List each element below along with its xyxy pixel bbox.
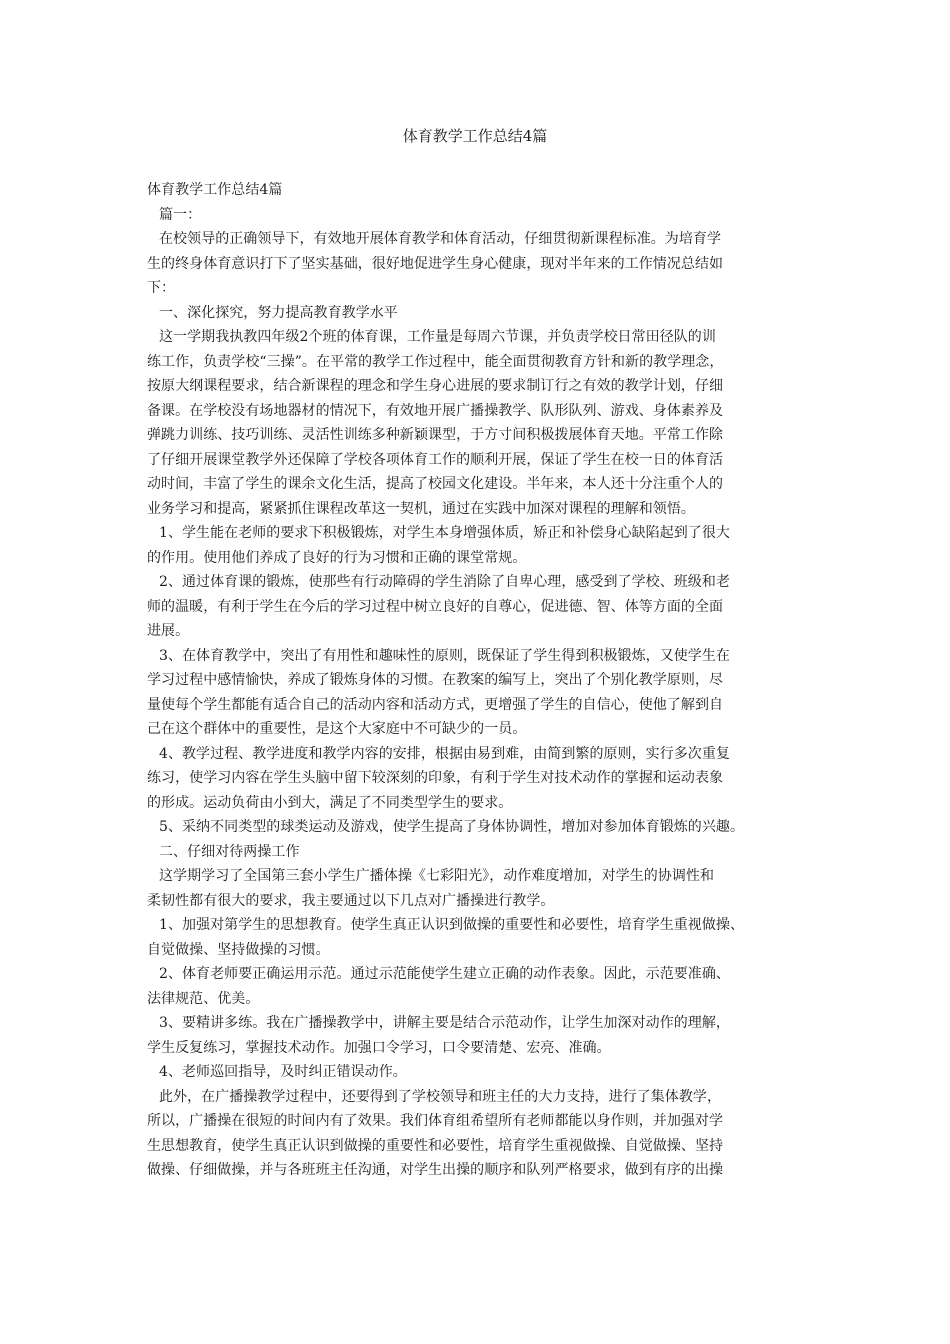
text-line: 练工作，负责学校“三操”。在平常的教学工作过程中，能全面贯彻教育方针和新的教学理念，: [147, 353, 724, 370]
text-line: 生的终身体育意识打下了坚实基础，很好地促进学生身心健康，现对半年来的工作情况总结如: [147, 255, 724, 272]
text-line: 篇一：: [159, 206, 202, 223]
text-line: 3、要精讲多练。我在广播操教学中，讲解主要是结合示范动作，让学生加深对动作的理解，: [159, 1015, 730, 1031]
text-line: 量使每个学生都能有适合自己的活动内容和活动方式，更增强了学生的自信心，使他了解到自: [147, 696, 724, 713]
text-line: 按原大纲课程要求，结合新课程的理念和学生身心进展的要求制订行之有效的教学计划，仔细: [147, 378, 724, 394]
text-line: 3、在体育教学中，突出了有用性和趣味性的原则，既保证了学生得到积极锻炼，又使学生在: [159, 647, 730, 664]
text-line: 这学期学习了全国第三套小学生广播体操《七彩阳光》，动作难度增加，对学生的协调性和: [159, 868, 714, 884]
text-line: 学习过程中感情愉快，养成了锻炼身体的习惯。在教案的编写上，突出了个别化教学原则，尽: [147, 672, 724, 688]
text-line: 体育教学工作总结4篇: [147, 182, 283, 198]
text-line: 做操、仔细做操，并与各班班主任沟通，对学生出操的顺序和队列严格要求，做到有序的出操: [147, 1162, 724, 1178]
text-line: 弹跳力训练、技巧训练、灵活性训练多种新颖课型，于方寸间积极拨展体育天地。平常工作除: [147, 427, 724, 443]
text-line: 业务学习和提高，紧紧抓住课程改革这一契机，通过在实践中加深对课程的理解和领悟。: [147, 500, 695, 517]
text-line: 此外，在广播操教学过程中，还要得到了学校领导和班主任的大力支持，进行了集体教学，: [159, 1088, 721, 1105]
text-line: 5、采纳不同类型的球类运动及游戏，使学生提高了身体协调性，增加对参加体育锻炼的兴趣。: [159, 819, 745, 835]
text-line: 自觉做操、坚持做操的习惯。: [147, 941, 330, 958]
text-line: 动时间，丰富了学生的课余文化生活，提高了校园文化建设。半年来，本人还十分注重个人的: [147, 476, 724, 492]
text-line: 生思想教育，使学生真正认识到做操的重要性和必要性，培育学生重视做操、自觉做操、坚持: [147, 1137, 724, 1154]
text-line: 学生反复练习，掌握技术动作。加强口令学习，口令要清楚、宏亮、准确。: [147, 1039, 611, 1056]
text-line: 法律规范、优美。: [147, 990, 260, 1007]
text-line: 一、深化探究，努力提高教育教学水平: [159, 304, 398, 321]
text-line: 的形成。运动负荷由小到大，满足了不同类型学生的要求。: [147, 794, 513, 811]
text-line: 练习，使学习内容在学生头脑中留下较深刻的印象，有利于学生对技术动作的掌握和运动表象: [147, 770, 724, 786]
text-line: 的作用。使用他们养成了良好的行为习惯和正确的课堂常规。: [147, 549, 527, 566]
text-line: 柔韧性都有很大的要求，我主要通过以下几点对广播操进行教学。: [147, 892, 555, 909]
text-line: 了仔细开展课堂教学外还保障了学校各项体育工作的顺利开展，保证了学生在校一日的体育活: [147, 451, 724, 468]
text-line: 4、教学过程、教学进度和教学内容的安排，根据由易到难，由简到繁的原则，实行多次重复: [159, 745, 730, 762]
text-line: 师的温暖，有利于学生在今后的学习过程中树立良好的自尊心，促进德、智、体等方面的全面: [147, 598, 724, 615]
text-line: 备课。在学校没有场地器材的情况下，有效地开展广播操教学、队形队列、游戏、身体素养及: [147, 402, 724, 419]
text-line: 所以，广播操在很短的时间内有了效果。我们体育组希望所有老师都能以身作则，并加强对学: [147, 1113, 724, 1129]
text-line: 这一学期我执教四年级2个班的体育课，工作量是每周六节课，并负责学校日常田径队的训: [159, 329, 716, 345]
text-line: 二、仔细对待两操工作: [159, 843, 300, 860]
text-line: 4、老师巡回指导，及时纠正错误动作。: [159, 1064, 407, 1080]
text-line: 进展。: [147, 623, 190, 639]
text-line: 2、体育老师要正确运用示范。通过示范能使学生建立正确的动作表象。因此，示范要准确、: [159, 966, 730, 982]
document-title: 体育教学工作总结4篇: [402, 127, 548, 145]
text-line: 1、加强对第学生的思想教育。使学生真正认识到做操的重要性和必要性，培育学生重视做操、: [159, 917, 745, 933]
text-line: 下：: [147, 280, 176, 296]
text-line: 在校领导的正确领导下，有效地开展体育教学和体育活动，仔细贯彻新课程标准。为培育学: [159, 231, 721, 247]
text-line: 己在这个群体中的重要性，是这个大家庭中不可缺少的一员。: [147, 721, 527, 737]
text-line: 2、通过体育课的锻炼，使那些有行动障碍的学生消除了自卑心理，感受到了学校、班级和老: [159, 574, 730, 590]
text-line: 1、学生能在老师的要求下积极锻炼，对学生本身增强体质，矫正和补偿身心缺陷起到了很大: [159, 525, 730, 541]
document-body: [145, 178, 825, 1183]
